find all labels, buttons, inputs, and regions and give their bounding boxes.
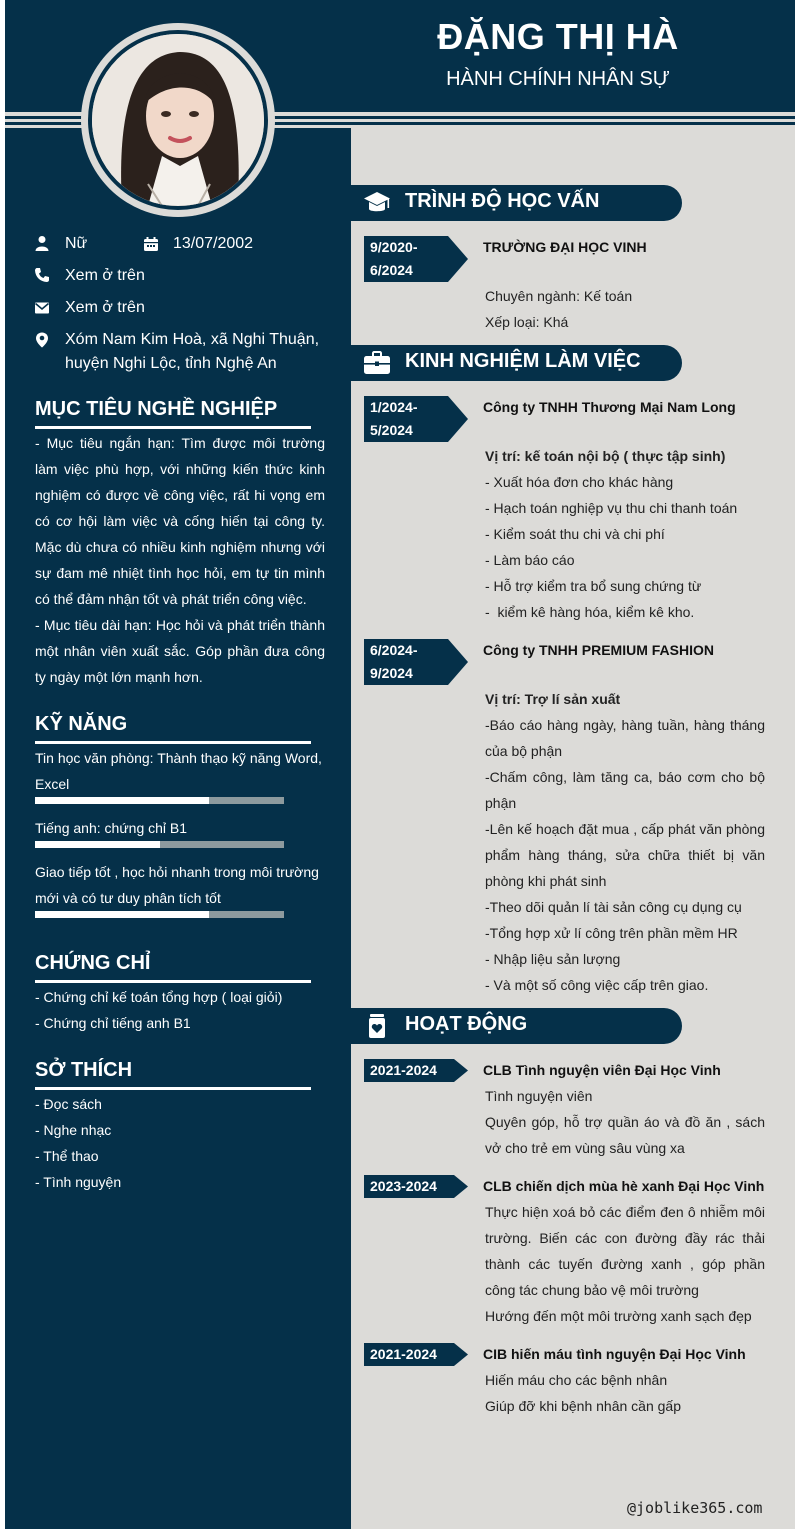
education-date-start: 9/2020- [370, 239, 418, 255]
job-position: Vị trí: Trợ lí sản xuất [485, 691, 621, 707]
activity-date-tag [364, 1343, 468, 1366]
phone-value: Xem ở trên [65, 267, 145, 284]
job-task: -Báo cáo hàng ngày, hàng tuần, hàng tháng của bộ phận [485, 717, 765, 759]
job-task: - kiểm kê hàng hóa, kiểm kê kho. [485, 604, 695, 620]
experience-title: KINH NGHIỆM LÀM VIỆC [405, 350, 641, 372]
education-details [485, 283, 765, 335]
gender-value: Nữ [65, 235, 88, 252]
education-date-end: 6/2024 [370, 262, 413, 278]
hobby-item: - Tình nguyện [35, 1174, 122, 1190]
activity-name: CIB hiến máu tình nguyện Đại Học Vinh [483, 1346, 746, 1362]
job-task: -Lên kế hoạch đặt mua , cấp phát văn phòng phẩm hàng tháng, sửa chữa thiết bị văn phòng khi phát sinh [485, 821, 765, 889]
candidate-name: ĐẶNG THỊ HÀ [437, 16, 679, 57]
skill-label: Tiếng anh: chứng chỉ B1 [35, 820, 188, 836]
address-line-1: Xóm Nam Kim Hoà, xã Nghi Thuận, [65, 331, 320, 348]
watermark: @joblike365.com [627, 1499, 763, 1517]
skill-bar [35, 841, 284, 848]
job-date-tag [364, 396, 468, 442]
activity-date: 2021-2024 [370, 1346, 437, 1362]
job-date-start: 6/2024- [370, 642, 418, 658]
skill-bar [35, 797, 284, 804]
education-date-tag [364, 236, 468, 282]
job-task: -Chấm công, làm tăng ca, báo cơm cho bộ phận [485, 769, 765, 811]
candidate-role: HÀNH CHÍNH NHÂN SỰ [446, 68, 670, 90]
skill-bar-fill [35, 841, 160, 848]
activity-date-tag [364, 1175, 468, 1198]
hobbies-divider [35, 1087, 311, 1090]
job-task: - Nhập liệu sản lượng [485, 951, 621, 967]
phone-icon [34, 267, 50, 283]
activity-line: Tình nguyện viên [485, 1088, 593, 1104]
job-company: Công ty TNHH Thương Mại Nam Long [483, 399, 736, 415]
certificates-divider [35, 980, 311, 983]
avatar [92, 34, 264, 206]
job-task: -Theo dõi quản lí tài sản công cụ dụng cụ [485, 899, 742, 915]
email-value: Xem ở trên [65, 299, 145, 316]
mail-icon [34, 300, 50, 316]
skills-divider [35, 741, 311, 744]
skill-label: Tin học văn phòng: Thành thạo kỹ năng Word, Excel [35, 750, 322, 792]
objective-divider [35, 426, 311, 429]
job-details [485, 443, 765, 625]
education-title: TRÌNH ĐỘ HỌC VẤN [405, 190, 600, 212]
certificates-list [35, 984, 325, 1036]
education-school: TRƯỜNG ĐẠI HỌC VINH [483, 239, 647, 255]
objective-short-term: - Mục tiêu ngắn hạn: Tìm được môi trường làm việc phù hợp, với những kiến thức kinh nghiệm có được về công việc, rất hi vọng em có cơ hội làm việc và cống hiến tại công ty. Mặc dù chưa có nhiều kinh nghiệm nhưng với sự đam mê nhiệt tình học hỏi, em tự tin mình có thể đảm nhận tốt và phát triển công việc. [35, 435, 325, 607]
job-task: - Xuất hóa đơn cho khác hàng [485, 474, 674, 490]
objective-text [35, 430, 325, 690]
activity-date: 2021-2024 [370, 1062, 437, 1078]
job-task: - Kiểm soát thu chi và chi phí [485, 526, 665, 542]
activities-title: HOẠT ĐỘNG [405, 1013, 528, 1035]
job-date-start: 1/2024- [370, 399, 418, 415]
hobbies-list [35, 1091, 325, 1195]
hobbies-title: SỞ THÍCH [35, 1059, 133, 1081]
skill-bar-fill [35, 911, 209, 918]
job-date-tag [364, 639, 468, 685]
skill-bar-fill [35, 797, 209, 804]
activity-date: 2023-2024 [370, 1178, 437, 1194]
activity-details [485, 1083, 765, 1161]
hobby-item: - Đọc sách [35, 1096, 102, 1112]
location-icon [34, 332, 50, 348]
job-date-end: 9/2024 [370, 665, 413, 681]
person-icon [34, 235, 50, 251]
activity-line: Giúp đỡ khi bệnh nhân cần gấp [485, 1398, 681, 1414]
activity-details [485, 1199, 765, 1329]
job-date-end: 5/2024 [370, 422, 413, 438]
experience-header [351, 345, 682, 381]
job-company: Công ty TNHH PREMIUM FASHION [483, 642, 714, 658]
job-task: - Hạch toán nghiệp vụ thu chi thanh toán [485, 500, 738, 516]
activity-name: CLB chiến dịch mùa hè xanh Đại Học Vinh [483, 1178, 765, 1194]
certificate-item: - Chứng chỉ tiếng anh B1 [35, 1015, 191, 1031]
certificate-item: - Chứng chỉ kế toán tổng hợp ( loại giỏi) [35, 989, 283, 1005]
activity-name: CLB Tình nguyện viên Đại Học Vinh [483, 1062, 721, 1078]
job-details [485, 686, 765, 998]
briefcase-icon [363, 350, 391, 376]
activity-icon [363, 1013, 391, 1039]
activity-line: Hướng đến một môi trường xanh sạch đẹp [485, 1308, 752, 1324]
objective-title: MỤC TIÊU NGHỀ NGHIỆP [35, 398, 278, 420]
certificates-title: CHỨNG CHỈ [35, 952, 151, 974]
calendar-icon [143, 236, 159, 252]
job-task: - Và một số công việc cấp trên giao. [485, 977, 709, 993]
graduation-cap-icon [363, 190, 391, 216]
job-position: Vị trí: kế toán nội bộ ( thực tập sinh) [485, 448, 726, 464]
education-header [351, 185, 682, 221]
education-major: Chuyên ngành: Kế toán [485, 288, 633, 304]
skill-label: Giao tiếp tốt , học hỏi nhanh trong môi trường mới và có tư duy phân tích tốt [35, 864, 319, 906]
activities-header [351, 1008, 682, 1044]
skill-bar [35, 911, 284, 918]
avatar-frame [81, 23, 275, 217]
objective-long-term: - Mục tiêu dài hạn: Học hỏi và phát triển thành một nhân viên xuất sắc. Góp phần đưa công ty ngày một lớn mạnh hơn. [35, 617, 325, 685]
activity-details [485, 1367, 765, 1419]
job-task: - Hỗ trợ kiểm tra bổ sung chứng từ [485, 578, 702, 594]
activity-line: Hiến máu cho các bệnh nhân [485, 1372, 668, 1388]
activity-line: Thực hiện xoá bỏ các điểm đen ô nhiễm môi trường. Biến các con đường đầy rác thải thành các tuyến đường xanh , góp phần công tác chung bảo vệ môi trường [485, 1204, 765, 1298]
job-task: - Làm báo cáo [485, 552, 575, 568]
skills-title: KỸ NĂNG [35, 713, 128, 735]
education-grade: Xếp loại: Khá [485, 314, 569, 330]
hobby-item: - Thể thao [35, 1148, 99, 1164]
activity-line: Quyên góp, hỗ trợ quần áo và đồ ăn , sách vở cho trẻ em vùng sâu vùng xa [485, 1114, 765, 1156]
cv-page [5, 0, 795, 1529]
hobby-item: - Nghe nhạc [35, 1122, 112, 1138]
address-line-2: huyện Nghi Lộc, tỉnh Nghệ An [65, 355, 277, 372]
birthdate-value: 13/07/2002 [173, 235, 254, 252]
job-task: -Tổng hợp xử lí công trên phần mềm HR [485, 925, 738, 941]
activity-date-tag [364, 1059, 468, 1082]
